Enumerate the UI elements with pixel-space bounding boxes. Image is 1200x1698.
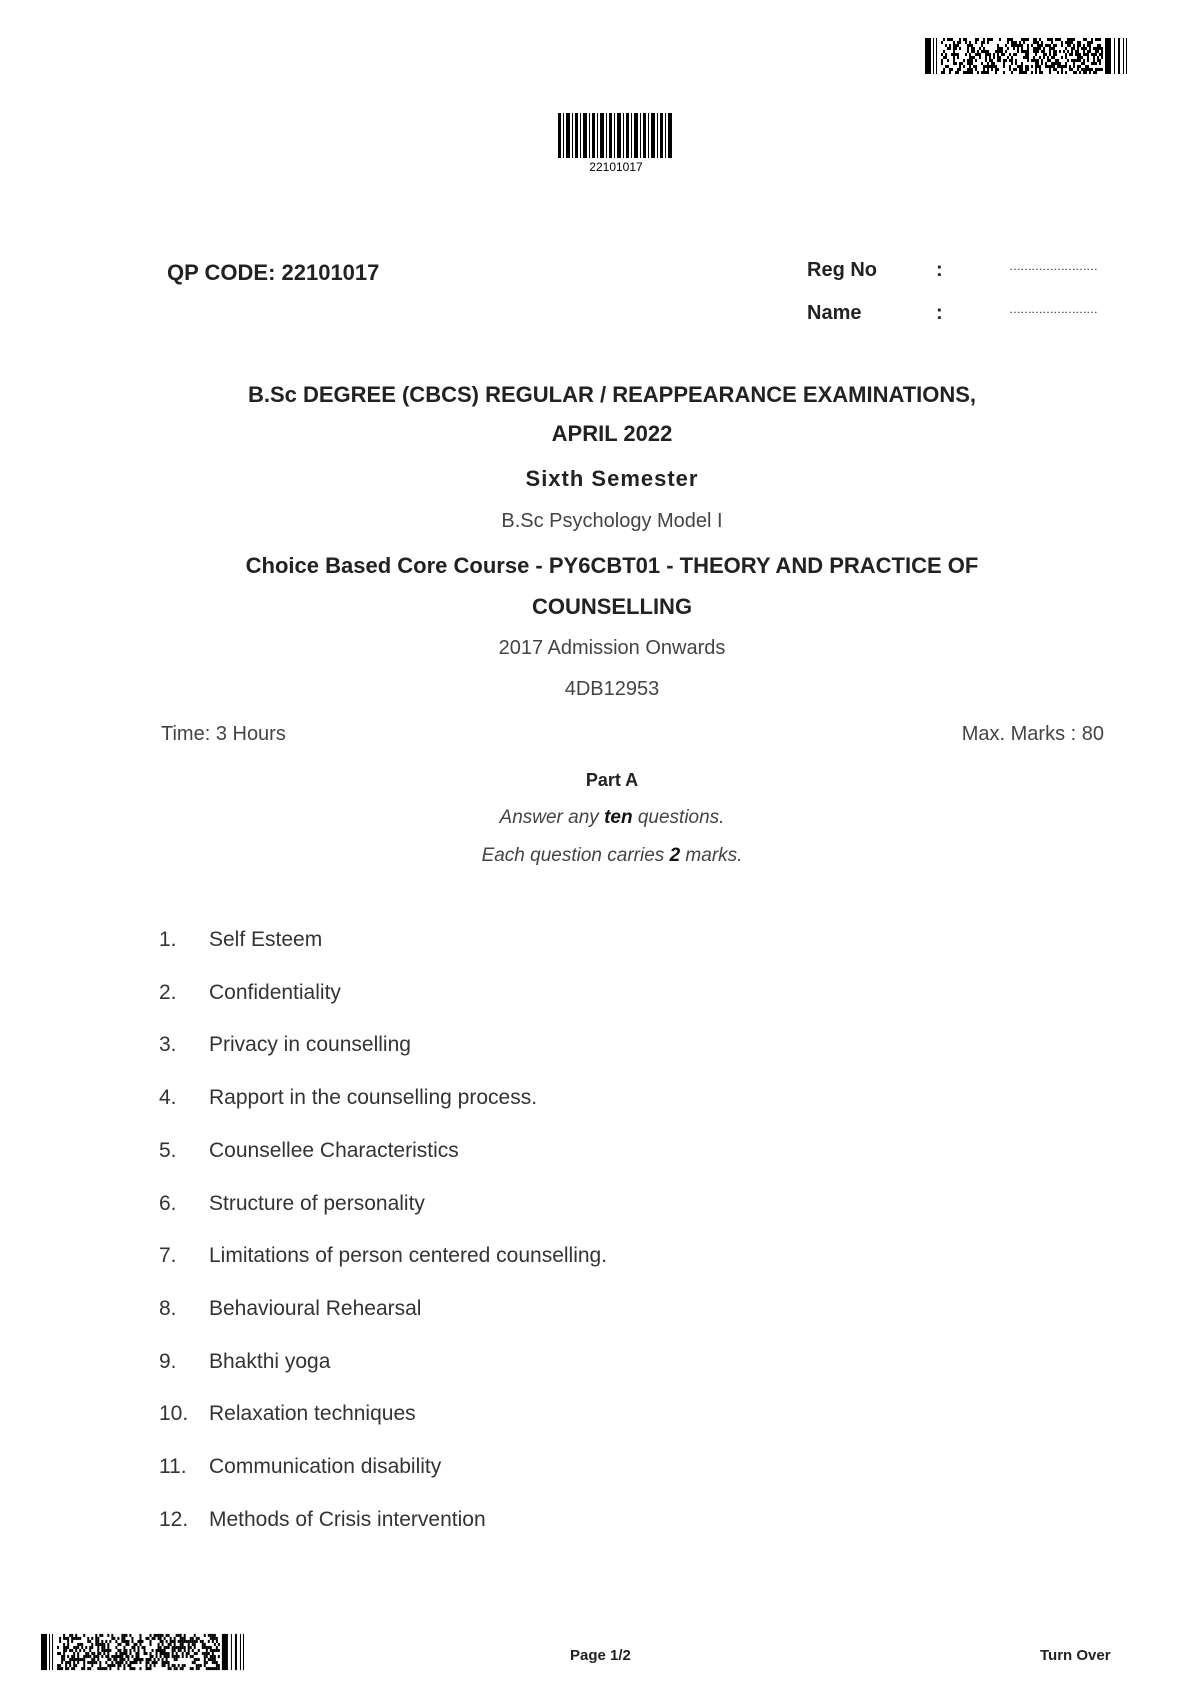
turn-over: Turn Over [1040,1647,1111,1664]
instr-text: Each question carries [481,845,670,866]
question-number: 2. [159,980,177,1004]
question-number: 11. [159,1455,187,1478]
question-text: Confidentiality [209,980,341,1004]
exam-title-line2: APRIL 2022 [551,421,673,446]
question-number: 5. [159,1138,177,1162]
instr-text: Answer any [499,807,605,828]
question-text: Structure of personality [209,1191,425,1215]
instr-bold: 2 [669,845,681,866]
instr-text: marks. [680,845,743,866]
question-number: 4. [159,1086,177,1110]
question-number: 7. [159,1244,177,1268]
course-line2: COUNSELLING [531,594,693,619]
name-label: Name [807,302,862,324]
reg-no-label: Reg No [807,259,877,281]
question-number: 6. [159,1191,177,1215]
question-text: Self Esteem [209,928,323,951]
part-instruction-2 [0,845,1200,867]
qp-code: QP CODE: 22101017 [167,260,380,285]
question-text: Limitations of person centered counselling. [209,1244,608,1268]
question-text: Counsellee Characteristics [209,1138,459,1162]
course-line1: Choice Based Core Course - PY6CBT01 - THEORY AND PRACTICE OF [245,553,979,578]
max-marks: Max. Marks : 80 [961,723,1104,745]
question-text: Privacy in counselling [209,1033,411,1057]
question-number: 12. [159,1507,189,1531]
question-text: Relaxation techniques [209,1402,416,1426]
question-text: Rapport in the counselling process. [209,1086,538,1110]
programme: B.Sc Psychology Model I [501,510,723,532]
question-number: 1. [159,928,177,951]
question-text: Behavioural Rehearsal [209,1296,422,1320]
barcode-number: 22101017 [589,160,643,174]
reg-no-colon: : [936,259,943,281]
page-number: Page 1/2 [570,1647,631,1664]
part-instruction-1 [0,807,1200,829]
name-field: …………………… [1009,302,1097,316]
center-barcode [558,113,674,158]
question-text: Methods of Crisis intervention [209,1507,486,1531]
question-text: Bhakthi yoga [209,1349,331,1373]
time: Time: 3 Hours [161,723,286,745]
question-number: 9. [159,1349,177,1373]
admission: 2017 Admission Onwards [498,637,726,659]
exam-title-line1: B.Sc DEGREE (CBCS) REGULAR / REAPPEARANCE EXAMINATIONS, [247,382,977,407]
reg-no-field: …………………… [1009,259,1097,273]
bottom-2d-barcode [41,1632,245,1672]
instr-bold: ten [604,807,633,828]
name-colon: : [936,302,943,324]
question-number: 10. [159,1402,189,1426]
paper-code: 4DB12953 [564,678,660,700]
part-title: Part A [585,770,639,790]
question-number: 3. [159,1033,177,1057]
top-2d-barcode [925,38,1128,74]
question-number: 8. [159,1296,177,1320]
semester: Sixth Semester [525,466,699,491]
instr-text: questions. [632,807,725,828]
question-text: Communication disability [209,1455,442,1478]
